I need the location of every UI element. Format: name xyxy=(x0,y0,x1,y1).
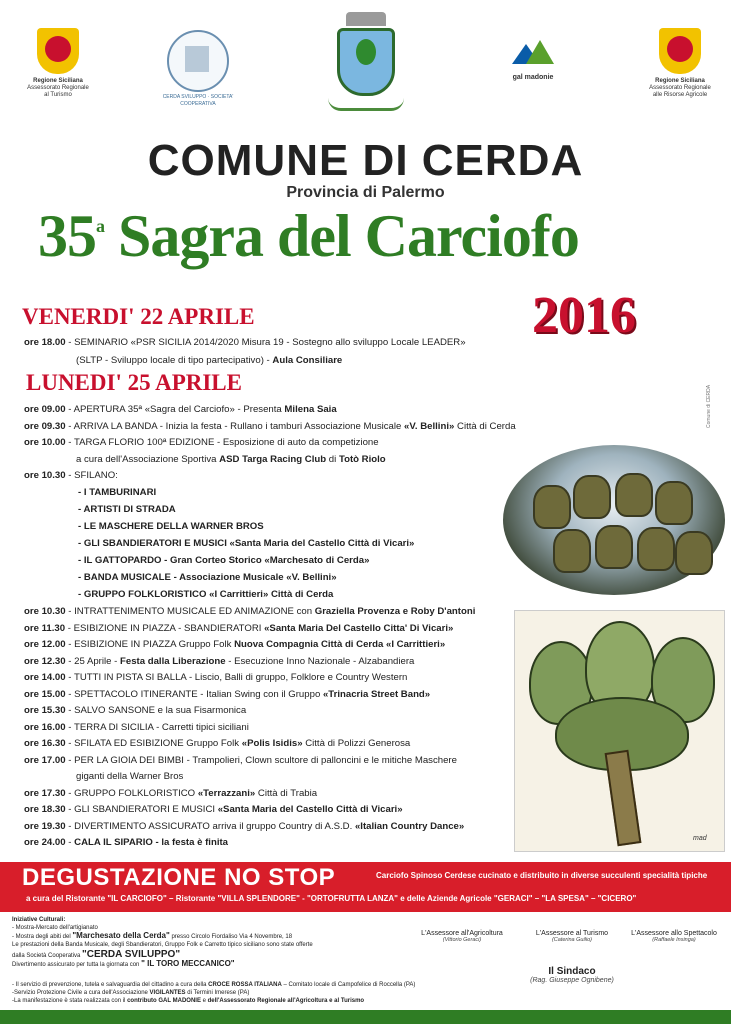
program-line: a cura dell'Associazione Sportiva ASD Targa Racing Club di Totò Riolo xyxy=(76,453,386,465)
banner-title: DEGUSTAZIONE NO STOP xyxy=(22,864,336,891)
signature-spettacolo: L'Assessore allo Spettacolo (Raffaele Insinga) xyxy=(631,930,717,943)
sfilano-item: - GRUPPO FOLKLORISTICO «I Carrittieri» Città di Cerda xyxy=(78,589,334,600)
footer-line-1: - Mostra-Mercato dell'artigianato xyxy=(12,925,98,931)
logo-regione-sicilia-agricoltura xyxy=(648,28,712,99)
signature-turismo: L'Assessore al Turismo (Caterina Guilio) xyxy=(535,930,609,943)
logo-right-name: Regione Siciliana xyxy=(655,78,705,84)
comune-title: COMUNE DI CERDA xyxy=(147,136,584,185)
logo-left-sub: Assessorato Regionale al Turismo xyxy=(27,85,89,98)
gal-madonie-icon xyxy=(512,40,554,66)
footer-note-1: - Il servizio di prevenzione, tutela e salvaguardia del cittadino a cura della CROCE ROSSA ITALIANA – Comitato locale di Campofelice di Roccella (PA) xyxy=(12,982,416,988)
logo-cerda-ring: CERDA SVILUPPO · SOCIETA' COOPERATIVA xyxy=(162,94,234,107)
cerda-sviluppo-icon xyxy=(167,30,229,92)
edition-sup: a xyxy=(96,216,104,236)
program-line: ore 15.30 - SALVO SANSONE e la sua Fisarmonica xyxy=(24,705,247,716)
program-line: ore 11.30 - ESIBIZIONE IN PIAZZA - SBANDIERATORI «Santa Maria Del Castello Citta' Di Vicari» xyxy=(24,622,454,634)
program-line: ore 12.30 - 25 Aprile - Festa dalla Liberazione - Esecuzione Inno Nazionale - Alzabandiera xyxy=(24,655,415,667)
program-line: ore 09.00 - APERTURA 35ª «Sagra del Carciofo» - Presenta Milena Saia xyxy=(24,404,337,415)
program-line: ore 24.00 - CALA IL SIPARIO - la festa è finita xyxy=(24,837,229,848)
program-line: ore 16.00 - TERRA DI SICILIA - Carretti tipici siciliani xyxy=(24,721,249,733)
sagra-title xyxy=(38,202,579,271)
program-line: ore 10.00 - TARGA FLORIO 100ª EDIZIONE - Esposizione di auto da competizione xyxy=(24,437,379,449)
artwork-signature: mad xyxy=(693,835,707,842)
laurel-icon xyxy=(328,98,404,111)
program-line: ore 17.00 - PER LA GIOIA DEI BIMBI - Trampolieri, Clown scultore di palloncini e le mitiche Maschere xyxy=(24,754,457,766)
logo-cerda-sviluppo xyxy=(162,30,234,108)
footer-line-3: Le prestazioni della Banda Musicale, degli Sbandieratori, Gruppo Folk e Carretto tipico siciliano sono state offerte xyxy=(12,942,313,948)
sfilano-item: - GLI SBANDIERATORI E MUSICI «Santa Maria del Castello Città di Vicari» xyxy=(78,538,415,549)
logo-gal-name: gal madonie xyxy=(512,74,554,81)
logo-gal-madonie xyxy=(508,40,558,81)
footer-note-2: -Servizio Protezione Civile a cura dell'Associazione VIGILANTES di Termini Imerese (PA) xyxy=(12,990,250,996)
sfilano-item: - ARTISTI DI STRADA xyxy=(78,504,176,515)
crown-icon xyxy=(346,12,386,26)
program-line: ore 12.00 - ESIBIZIONE IN PIAZZA Gruppo Folk Nuova Compagnia Città di Cerda «I Carrittieri» xyxy=(24,639,446,650)
program-line: (SLTP - Sviluppo locale di tipo partecipativo) - Aula Consiliare xyxy=(76,355,343,366)
footer-heading: Iniziative Culturali: xyxy=(12,917,66,923)
bottom-green-bar xyxy=(0,1010,731,1024)
logo-left-name: Regione Siciliana xyxy=(33,78,83,84)
day2-title: LUNEDI' 25 APRILE xyxy=(26,370,242,395)
coat-of-arms xyxy=(326,12,406,111)
program-line: giganti della Warner Bros xyxy=(76,771,184,782)
day1-title: VENERDI' 22 APRILE xyxy=(22,304,255,329)
sagra-name: Sagra del Carciofo xyxy=(118,203,579,269)
program-line: ore 14.00 - TUTTI IN PISTA SI BALLA - Liscio, Balli di gruppo, Folklore e Country Western xyxy=(24,672,408,683)
footer-line-5: Divertimento assicurato per tutta la giornata con " IL TORO MECCANICO" xyxy=(12,959,235,968)
footer-line-2: - Mostra degli abiti del "Marchesato della Cerda" presso Circolo Fiordaliso Via 4 Novembre, 18 xyxy=(12,931,293,940)
vertical-note: Comune di CERDA xyxy=(706,384,712,428)
year-title: 2016 xyxy=(532,287,636,344)
logo-regione-sicilia-turismo xyxy=(26,28,90,99)
program-line: ore 16.30 - SFILATA ED ESIBIZIONE Gruppo Folk «Polis Isidis» Città di Polizzi Generosa xyxy=(24,738,411,749)
coat-of-arms-icon xyxy=(337,28,395,96)
program-line: ore 10.30 - SFILANO: xyxy=(24,470,118,482)
signature-agricoltura: L'Assessore all'Agricoltura (Vittorio Geraci) xyxy=(421,930,503,943)
sfilano-item: - IL GATTOPARDO - Gran Corteo Storico «Marchesato di Cerda» xyxy=(78,555,370,566)
provincia-subtitle: Provincia di Palermo xyxy=(286,184,445,201)
program-line: ore 18.00 - SEMINARIO «PSR SICILIA 2014/2020 Misura 19 - Sostegno allo sviluppo Locale LEADER» xyxy=(24,337,466,348)
program-line: ore 10.30 - INTRATTENIMENTO MUSICALE ED ANIMAZIONE con Graziella Provenza e Roby D'antoni xyxy=(24,606,476,617)
logo-right-sub: Assessorato Regionale alle Risorse Agricole xyxy=(649,85,711,98)
sfilano-item: - LE MASCHERE DELLA WARNER BROS xyxy=(78,521,264,532)
trinacria-icon xyxy=(659,28,701,74)
program-line: ore 18.30 - GLI SBANDIERATORI E MUSICI «Santa Maria del Castello Città di Vicari» xyxy=(24,804,403,815)
signature-sindaco: Il Sindaco (Rag. Giuseppe Ognibene) xyxy=(530,966,614,984)
program-line: ore 09.30 - ARRIVA LA BANDA - Inizia la festa - Rullano i tamburi Associazione Musicale «V. Bellini» Città di Cerda xyxy=(24,420,516,432)
edition-number: 35 xyxy=(38,203,96,269)
program-line: ore 19.30 - DIVERTIMENTO ASSICURATO arriva il gruppo Country di A.S.D. «Italian Country Dance» xyxy=(24,820,465,832)
program-line: ore 17.30 - GRUPPO FOLKLORISTICO «Terrazzani» Città di Trabia xyxy=(24,787,318,799)
sfilano-item: - BANDA MUSICALE - Associazione Musicale «V. Bellini» xyxy=(78,572,337,583)
sfilano-item: - I TAMBURINARI xyxy=(78,487,157,498)
trinacria-icon xyxy=(37,28,79,74)
artichoke-painting xyxy=(514,610,725,852)
footer-note-3: -La manifestazione è stata realizzata con il contributo GAL MADONIE e dell'Assessorato Regionale all'Agricoltura e al Turismo xyxy=(12,998,365,1004)
grilled-artichokes-photo xyxy=(503,445,725,595)
banner-sponsors: a cura del Ristorante "IL CARCIOFO" – Ristorante "VILLA SPLENDORE" - "ORTOFRUTTA LANZA" e delle Aziende Agricole "GERACI" – "LA SPESA" – "CICERO" xyxy=(26,894,637,903)
footer-notes xyxy=(12,916,415,1005)
footer-line-4: dalla Società Cooperativa "CERDA SVILUPPO" xyxy=(12,949,181,960)
program-line: ore 15.00 - SPETTACOLO ITINERANTE - Italian Swing con il Gruppo «Trinacria Street Band» xyxy=(24,688,431,700)
banner-description: Carciofo Spinoso Cerdese cucinato e distribuito in diverse succulenti specialità tipiche xyxy=(376,871,708,880)
